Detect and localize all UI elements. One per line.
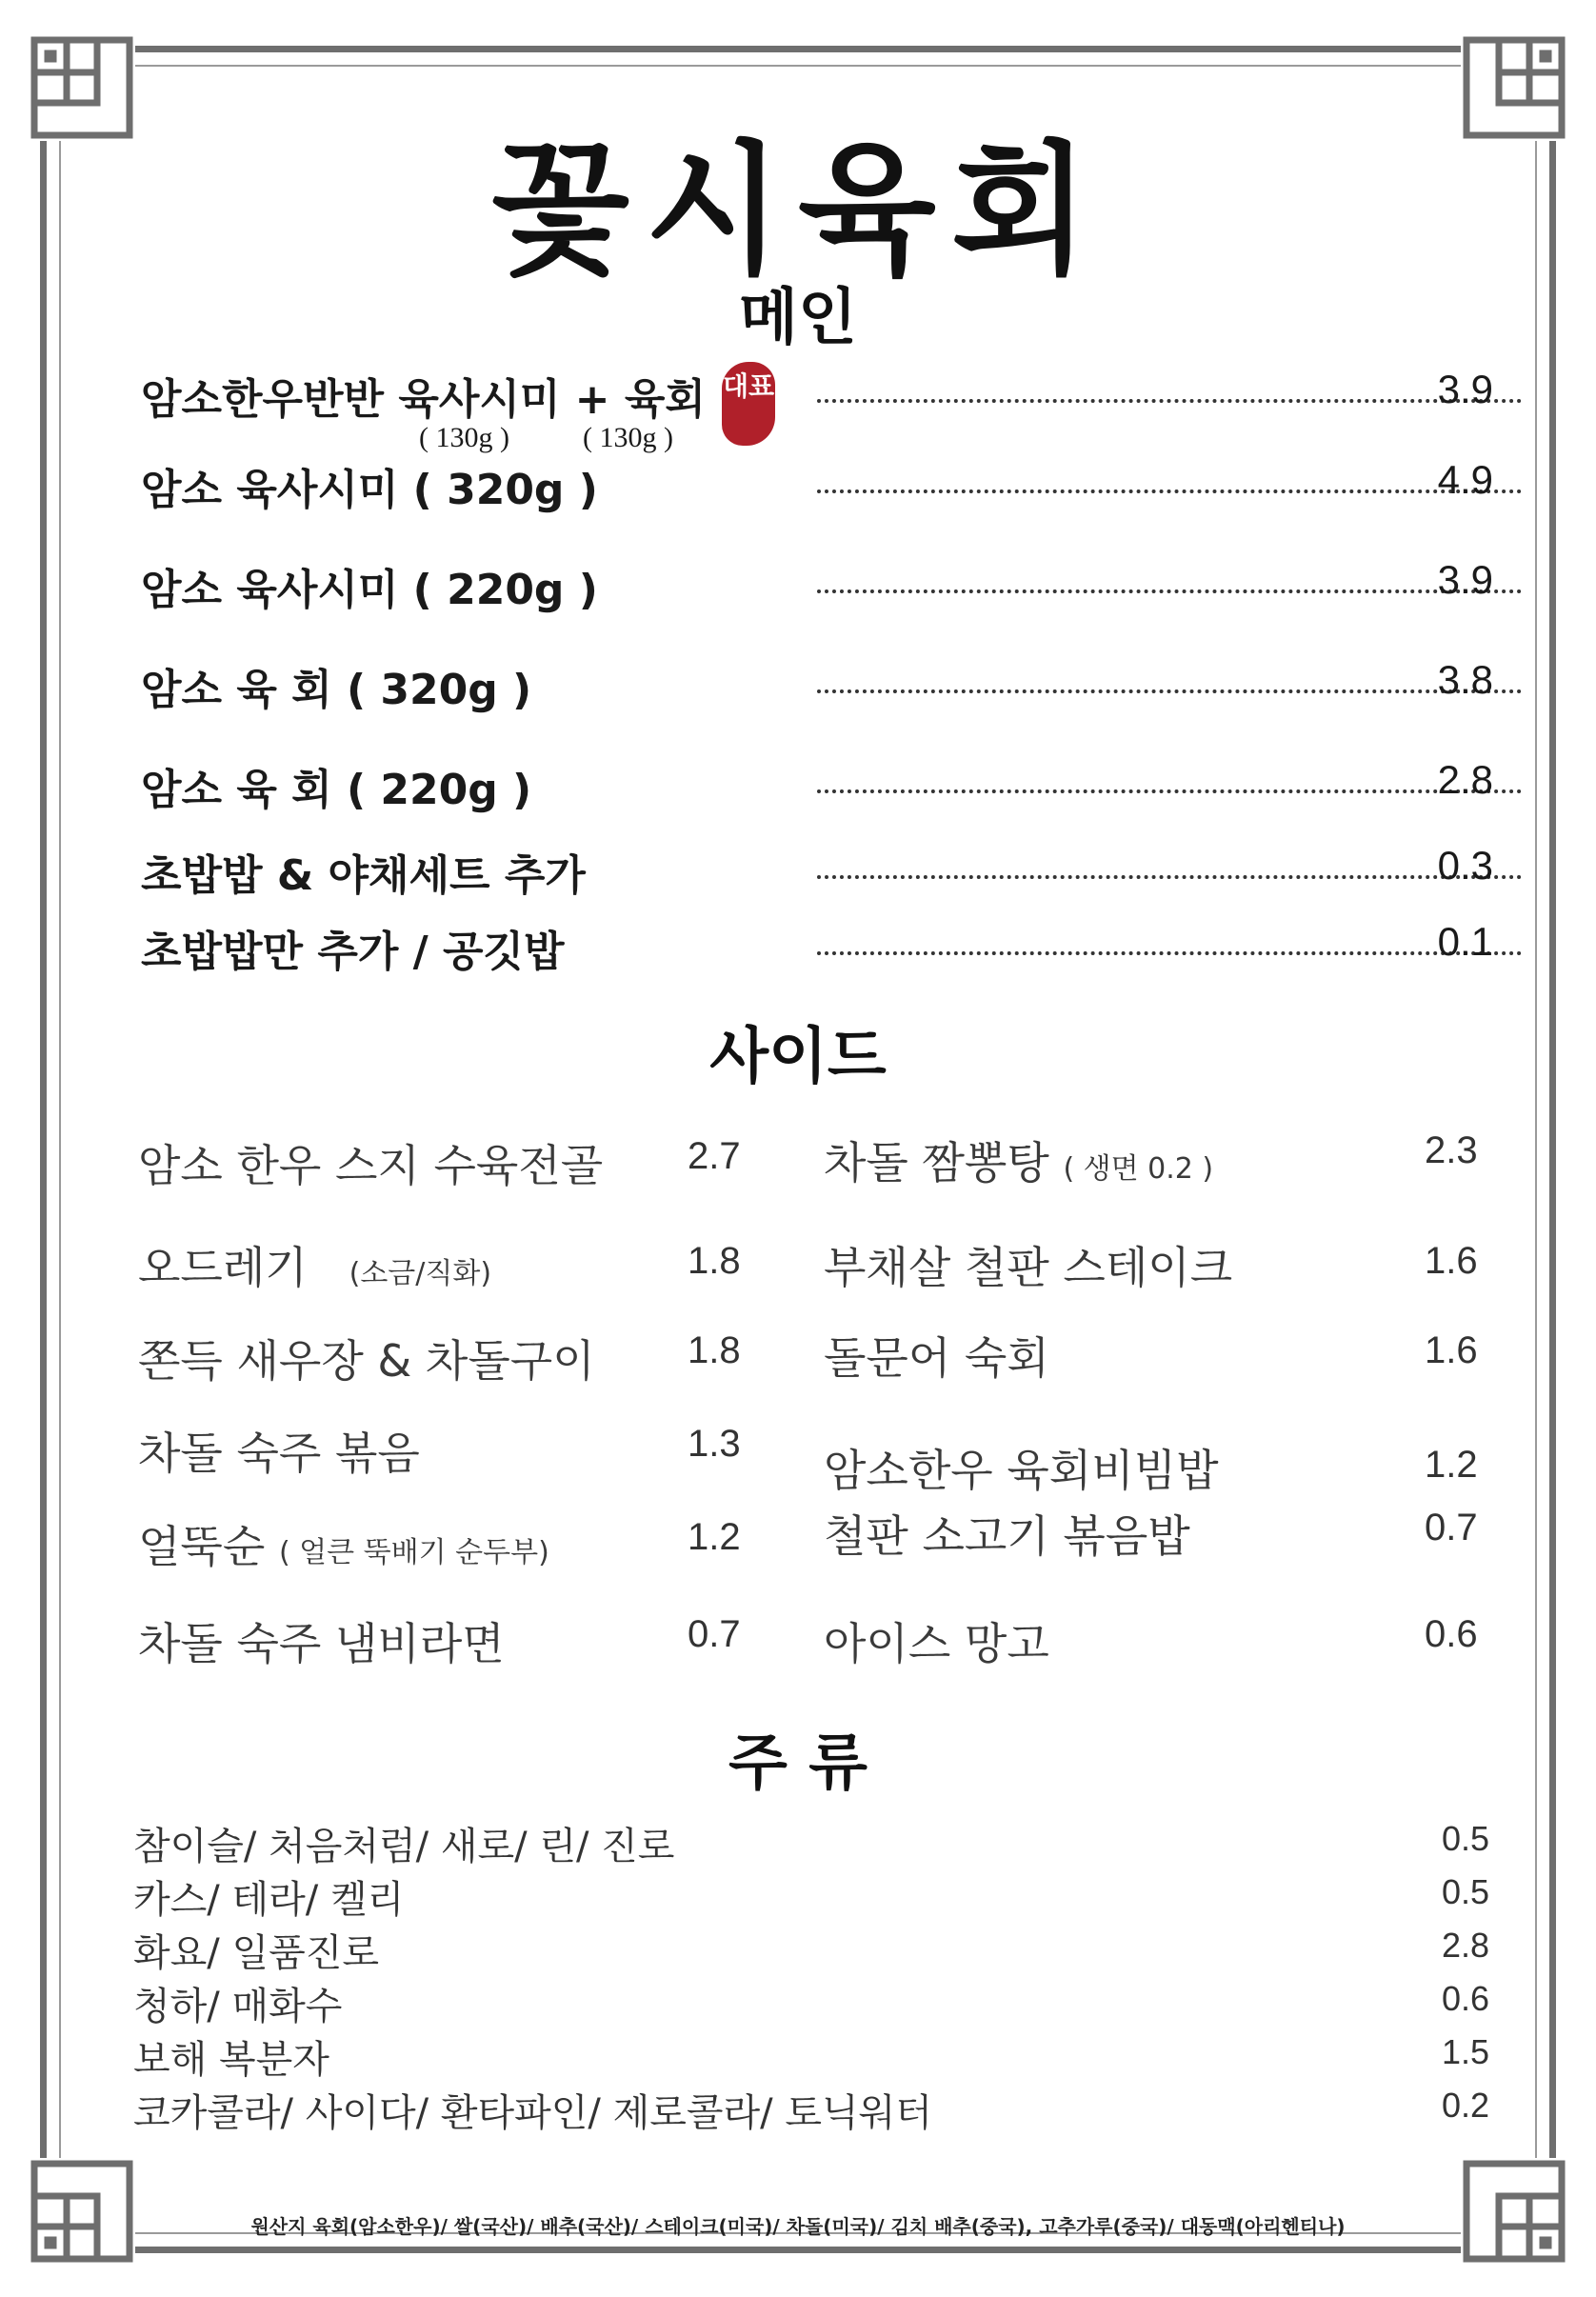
menu-item-price: 3.9 xyxy=(1437,557,1493,602)
drink-item-name: 코카콜라/ 사이다/ 환타파인/ 제로콜라/ 토닉워터 xyxy=(133,2091,932,2135)
side-item xyxy=(824,1502,1190,1565)
side-item-name: 철판 소고기 볶음밥 xyxy=(824,1510,1190,1562)
side-item xyxy=(138,1609,505,1672)
side-item-name: 부채살 철판 스테이크 xyxy=(824,1242,1233,1293)
drink-item-name: 참이슬/ 처음처럼/ 새로/ 린/ 진로 xyxy=(133,1825,675,1868)
side-item-name: 차돌 짬뽕탕 xyxy=(824,1137,1049,1188)
side-item-note: ( 생면 0.2 ) xyxy=(1063,1152,1214,1186)
drink-item-price: 0.5 xyxy=(1441,1872,1489,1911)
weight-note: ( 130g ) xyxy=(419,422,509,453)
origin-notice: 원산지 육회(암소한우)/ 쌀(국산)/ 배추(국산)/ 스테이크(미국)/ 차돌(미국)/ 김치 배추(중국), 고추가루(중국)/ 대동맥(아리헨티나) xyxy=(250,2215,1346,2238)
side-item-price: 0.7 xyxy=(1425,1507,1478,1548)
menu-item-name: 암소 육 회 ( 220g ) xyxy=(141,766,532,814)
side-item-price: 2.3 xyxy=(1425,1129,1478,1171)
side-item-name: 쫀득 새우장 & 차돌구이 xyxy=(138,1335,595,1387)
menu-item-price: 3.9 xyxy=(1437,367,1493,411)
section-heading-side: 사이드 xyxy=(709,1022,887,1092)
side-item xyxy=(138,1131,603,1194)
menu-item-price: 4.9 xyxy=(1437,457,1493,502)
dot-leader xyxy=(817,399,1522,403)
side-item xyxy=(138,1327,595,1389)
menu-item-price: 3.8 xyxy=(1437,657,1493,702)
drink-item-name: 카스/ 테라/ 켈리 xyxy=(133,1878,405,1922)
side-item-name: 아이스 망고 xyxy=(824,1618,1049,1669)
side-item-price: 1.8 xyxy=(688,1329,741,1371)
side-item xyxy=(138,1512,549,1575)
drink-item-price: 0.6 xyxy=(1441,1979,1489,2018)
section-heading-main: 메인 xyxy=(739,283,857,353)
section-heading-drinks: 주 류 xyxy=(728,1728,868,1799)
menu-item-price: 2.8 xyxy=(1437,757,1493,802)
side-item-name: 돌문어 숙회 xyxy=(824,1332,1049,1384)
dot-leader xyxy=(817,689,1522,693)
restaurant-title: 꽃시육회 xyxy=(491,127,1105,294)
side-item xyxy=(824,1436,1219,1499)
weight-note: ( 130g ) xyxy=(583,422,673,453)
drink-item-price: 2.8 xyxy=(1441,1926,1489,1965)
side-item-note: ( 얼큰 뚝배기 순두부) xyxy=(278,1536,549,1569)
menu-item-name: 암소 육사시미 ( 220g ) xyxy=(141,566,598,614)
menu-item-name: 초밥밥만 추가 / 공깃밥 xyxy=(141,928,565,976)
side-item xyxy=(138,1419,420,1482)
drink-item-price: 1.5 xyxy=(1441,2032,1489,2071)
side-item-name: 암소 한우 스지 수육전골 xyxy=(138,1140,604,1191)
dot-leader xyxy=(817,951,1522,955)
side-item-price: 0.7 xyxy=(688,1613,741,1655)
menu-row xyxy=(141,841,1493,898)
menu-row xyxy=(141,655,1493,712)
menu-item-price: 0.1 xyxy=(1437,919,1493,964)
side-item-price: 0.6 xyxy=(1425,1613,1478,1655)
drink-item-name: 화요/ 일품진로 xyxy=(133,1931,380,1975)
side-item-name: 얼뚝순 xyxy=(138,1521,266,1572)
menu-row xyxy=(141,917,1493,974)
side-item-price: 1.6 xyxy=(1425,1240,1478,1282)
side-item-name: 암소한우 육회비빔밥 xyxy=(824,1445,1219,1496)
menu-row xyxy=(141,755,1493,812)
menu-item-name: 암소한우반반 육사시미 + 육회 xyxy=(141,375,706,424)
menu-row xyxy=(141,455,1493,512)
side-item-price: 1.8 xyxy=(688,1240,741,1282)
drink-item-price: 0.5 xyxy=(1441,1819,1489,1858)
side-item-price: 1.6 xyxy=(1425,1329,1478,1371)
side-item xyxy=(138,1233,491,1296)
side-item-price: 1.2 xyxy=(688,1516,741,1558)
signature-stamp xyxy=(722,362,775,446)
side-item-price: 2.7 xyxy=(688,1135,741,1177)
stamp-label: 대표 xyxy=(722,370,775,402)
drink-item-price: 0.2 xyxy=(1441,2086,1489,2125)
dot-leader xyxy=(817,589,1522,593)
side-item-name: 차돌 숙주 볶음 xyxy=(138,1428,420,1479)
menu-item-name: 암소 육 회 ( 320g ) xyxy=(141,666,532,714)
menu-item-name: 암소 육사시미 ( 320g ) xyxy=(141,466,598,514)
drink-item-name: 보해 복분자 xyxy=(133,2038,329,2082)
dot-leader xyxy=(817,875,1522,879)
side-item-name: 오드레기 xyxy=(138,1242,308,1293)
menu-row xyxy=(141,365,1493,422)
side-item xyxy=(824,1324,1049,1387)
menu-row xyxy=(141,555,1493,612)
side-item-name: 차돌 숙주 냄비라면 xyxy=(138,1618,505,1669)
side-item xyxy=(824,1129,1213,1191)
side-item-note: (소금/직화) xyxy=(349,1257,492,1290)
side-item xyxy=(824,1609,1049,1672)
dot-leader xyxy=(817,489,1522,493)
dot-leader xyxy=(817,789,1522,793)
drink-item-name: 청하/ 매화수 xyxy=(133,1985,343,2028)
menu-item-name: 초밥밥 & 야채세트 추가 xyxy=(141,851,586,900)
side-item-price: 1.3 xyxy=(688,1423,741,1465)
side-item xyxy=(824,1233,1232,1296)
menu-item-price: 0.3 xyxy=(1437,843,1493,888)
side-item-price: 1.2 xyxy=(1425,1444,1478,1486)
